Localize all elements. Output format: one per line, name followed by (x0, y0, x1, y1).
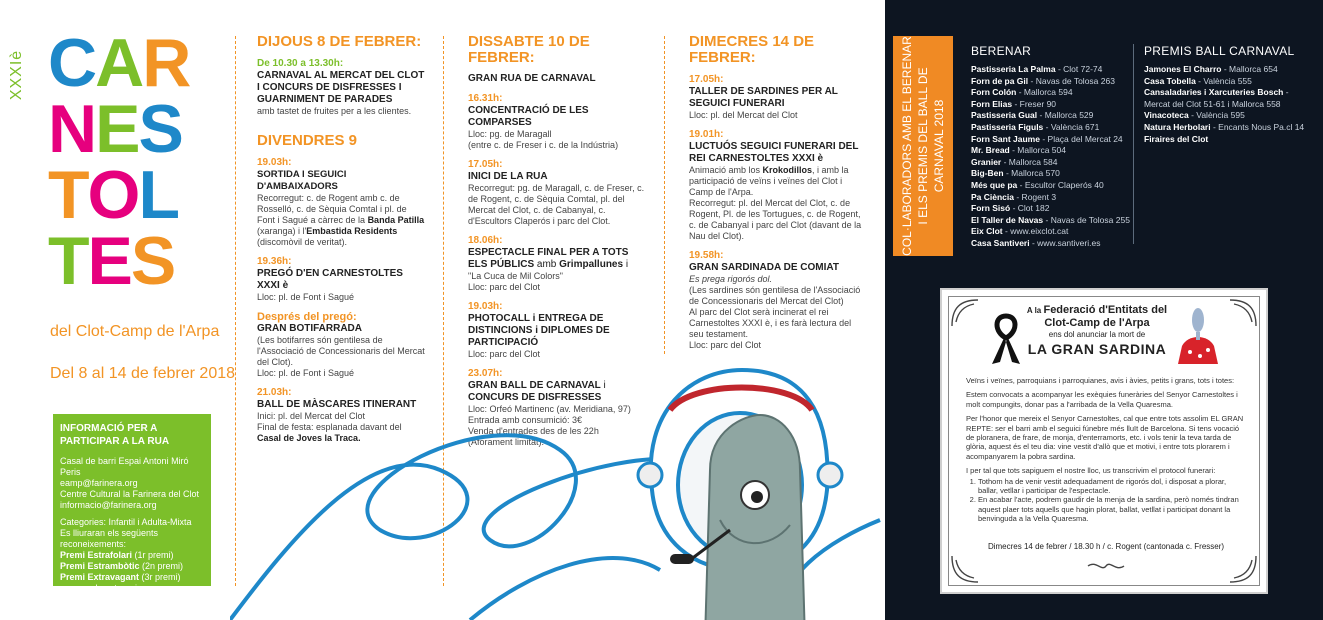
title-letter: T (48, 157, 88, 233)
sponsor-address: - Navas de Tolosa 263 (1028, 75, 1115, 86)
sponsor-address: - Freser 90 (1012, 98, 1057, 109)
event-detail: Lloc: Orfeó Martinenc (av. Meridiana, 97) (468, 404, 631, 414)
event-time: De 10.30 a 13.30h: (257, 58, 344, 69)
title-letter: T (48, 223, 88, 299)
sponsor-item (971, 215, 1131, 227)
sponsor-name: Firaires del Clot (1144, 133, 1209, 144)
berenar-sponsor-list (971, 44, 1131, 250)
info-email[interactable]: eamp@farinera.org (60, 478, 138, 488)
event-time: 19.58h: (689, 250, 724, 261)
day-heading: DISSABTE 10 DE FEBRER: (468, 33, 590, 66)
event-title: SORTIDA I SEGUICI D'AMBAIXADORS (257, 169, 347, 192)
sponsor-address: - València 671 (1043, 121, 1100, 132)
sponsor-address: - Mallorca 594 (1016, 87, 1073, 98)
event-time: 19.03h: (257, 157, 292, 168)
title-row (48, 25, 218, 101)
sponsor-item (1144, 134, 1316, 146)
day-heading: DIJOUS 8 DE FEBRER: (257, 33, 422, 50)
sponsor-item (971, 87, 1131, 99)
event-title: GRAN SARDINADA DE COMIAT (689, 262, 839, 273)
event-detail: Lloc: parc del Clot (468, 349, 541, 359)
collaborators-strip-text: COL·LABORADORS AMB EL BERENAR I ELS PREMIS DEL BALL DE CARNAVAL 2018 (900, 36, 946, 256)
dancing-sardine-icon (1178, 306, 1218, 376)
sponsor-item (971, 134, 1131, 146)
sponsor-item (971, 122, 1131, 134)
sponsor-item (1144, 122, 1316, 134)
event-detail: Lloc: parc del Clot (468, 282, 541, 292)
award-note: (Infantils i Adults/Mixtes) (60, 594, 158, 604)
event-detail: Recorregut: c. de Rogent amb c. de Rosselló, c. de Sèquia Comtal i pl. de Font i Sagué a càrrec de la Banda Patilla (xaranga) i l'Embastida Residents (discomòvil de veritat). (257, 193, 425, 247)
event-detail: Es prega rigorós dol. (689, 274, 773, 284)
notice-federation: A la Federació d'Entitats del Clot-Camp de l'Arpa (1026, 304, 1168, 329)
premis-title: PREMIS BALL CARNAVAL (1144, 44, 1295, 58)
notice-title: LA GRAN SARDINA (1027, 341, 1167, 357)
sponsor-address: - Escultor Claperós 40 (1017, 179, 1104, 190)
sponsor-name: Mr. Bread (971, 145, 1010, 156)
sponsor-address: - Mallorca 529 (1037, 110, 1094, 121)
event-title: GRAN BOTIFARRADA (257, 323, 362, 334)
event-detail: Al parc del Clot serà incinerat el rei Carnestoltes XXXI è, i es farà lectura del seu testament. (689, 307, 852, 339)
award-note: per a cada categoria (60, 583, 143, 593)
event-title: GRAN BALL DE CARNAVAL i CONCURS DE DISFRESSES (468, 380, 606, 403)
protocol-list (966, 477, 1248, 524)
sponsor-name: Forn Elias (971, 98, 1013, 109)
blue-ribbon-line (470, 558, 660, 620)
ornament-corner-icon (1228, 298, 1258, 328)
sponsor-name: Forn de pa Gil (971, 75, 1029, 86)
award-2: Premi Estrambòtic (2n premi) (60, 561, 184, 571)
sponsor-address: - Mallorca 654 (1221, 64, 1278, 74)
event-time: Després del pregó: (257, 311, 357, 323)
event-detail: Final de festa: esplanada davant del (257, 422, 402, 432)
event-title: LUCTUÓS SEGUICI FUNERARI DEL REI CARNESTOLTES XXXI è (689, 141, 859, 164)
sponsor-name: Jamones El Charro (1144, 64, 1222, 74)
title-letter: O (87, 157, 139, 233)
info-line: Casal de barri Espai Antoni Miró Peris (60, 456, 189, 477)
sponsor-address: - Plaça del Mercat 24 (1039, 133, 1123, 144)
sponsor-name: El Taller de Navas (971, 214, 1044, 225)
notice-paragraph: Per l'honor que mereix el Senyor Carnestoltes, cal que entre tots assolim EL GRAN REPTE: ser el barri amb el seguici fúnebre més lluït de Barcelona. Si tens vocació de ploranera, de frare, de monja, d'enterramorts, etc. i vols tenir la teva tarda de glòria, aquest és el teu dia: vine vestit d'allò que et motivi, i entre tots plorarem i acompanyarem la pobra sardina. (966, 414, 1244, 461)
event-detail: Lloc: pl. de Font i Sagué (257, 292, 355, 302)
sponsor-divider (1133, 44, 1134, 244)
award-1: Premi Estrafolari (1r premi) (60, 550, 174, 560)
sponsor-item (971, 238, 1131, 250)
event-time: 21.03h: (257, 387, 292, 398)
info-box-title: INFORMACIÓ PER A PARTICIPAR A LA RUA (60, 423, 170, 447)
sponsor-name: Forn Sisó (971, 203, 1011, 214)
day-heading: DIVENDRES 9 (257, 132, 358, 149)
event-time: 16.31h: (468, 93, 503, 104)
event-time: 19.01h: (689, 129, 724, 140)
sponsor-item (971, 110, 1131, 122)
column-divider (664, 36, 665, 354)
sponsor-address: - València 555 (1195, 75, 1252, 86)
event-time: 18.06h: (468, 235, 503, 246)
event-title: PREGÓ D'EN CARNESTOLTES XXXI è (257, 268, 403, 291)
event-title: GRAN RUA DE CARNAVAL (468, 73, 596, 84)
award-3: Premi Extravagant (3r premi) (60, 572, 181, 582)
info-line: Centre Cultural la Farinera del Clot (60, 489, 200, 499)
info-categories: Categories: Infantil i Adulta-Mixta (60, 517, 192, 527)
title-row (48, 223, 218, 299)
event-detail: "La Cuca de Mil Colors" (468, 271, 563, 281)
event-title: CARNAVAL AL MERCAT DEL CLOT I CONCURS DE DISFRESSES I GUARNIMENT DE PARADES (257, 70, 425, 105)
sponsor-address: - València 595 (1188, 110, 1245, 121)
collaborators-strip (893, 36, 953, 256)
event-detail: Lloc: pl. de Font i Sagué (257, 368, 355, 378)
sponsor-item (1144, 64, 1316, 76)
event-detail: Lloc: parc del Clot (689, 340, 762, 350)
sponsor-address: - Mallorca 570 (1003, 168, 1060, 179)
event-time: 17.05h: (468, 159, 503, 170)
sponsor-item (971, 64, 1131, 76)
mourning-ribbon-icon (988, 312, 1024, 366)
sponsor-name: Més que pa (971, 179, 1018, 190)
sponsor-address: - Clot 72-74 (1055, 64, 1103, 74)
event-detail: (Aforament limitat). (468, 437, 545, 447)
sponsor-item (971, 168, 1131, 180)
sponsor-address: - Mercat del Clot 51-61 i Mallorca 558 (1144, 87, 1289, 109)
sponsor-name: Casa Santiveri (971, 237, 1030, 248)
event-time: 23.07h: (468, 368, 503, 379)
event-detail: Animació amb los Krokodillos, i amb la participació de veïns i veïnes del Clot i Camp de l'Arpa. (689, 165, 849, 197)
event-time: 19.36h: (257, 256, 292, 267)
info-awards-intro: Es lliuraran els següents reconeixements: (60, 528, 159, 549)
sponsor-address: - Navas de Tolosa 255 (1043, 214, 1130, 225)
sponsor-name: Pastisseria Gual (971, 110, 1038, 121)
event-title: ESPECTACLE FINAL PER A TOTS ELS PÚBLICS amb Grimpallunes i (468, 247, 629, 270)
info-box (53, 414, 211, 604)
schedule-column-wednesday (689, 34, 864, 351)
festival-dates: Del 8 al 14 de febrer 2018 (50, 365, 236, 382)
event-detail: (Les botifarres són gentilesa de l'Associació de Concessionaris del Mercat del Clot). (257, 335, 425, 367)
sponsor-address: - Clot 182 (1010, 203, 1050, 214)
protocol-item: 1. Tothom ha de venir vestit adequadament de rigorós dol, i disposat a plorar, ballar, vetllar i participar de l'espectacle. (978, 477, 1248, 496)
sponsor-name: Pastisseria Figuls (971, 121, 1044, 132)
sponsor-name: Eix Clot (971, 226, 1003, 237)
subtitle: del Clot-Camp de l'Arpa (50, 323, 220, 340)
event-time: 19.03h: (468, 301, 503, 312)
sponsor-item (1144, 110, 1316, 122)
sponsor-address: - Mallorca 584 (1001, 156, 1058, 167)
event-title: PHOTOCALL i ENTREGA DE DISTINCIONS i DIPLOMES DE PARTICIPACIÓ (468, 313, 610, 348)
info-email[interactable]: informacio@farinera.org (60, 500, 157, 510)
event-detail: Recorregut: pl. del Mercat del Clot, c. de Rogent, Pl. de les Tortugues, c. de Rogent, c. de Cabanyal i parc del Clot (davant de la Nau del Clot). (689, 198, 862, 241)
sponsor-address: - www.santiveri.es (1029, 237, 1101, 248)
event-title: BALL DE MÀSCARES ITINERANT (257, 399, 417, 410)
title-letter: E (87, 223, 131, 299)
event-detail: Recorregut: pg. de Maragall, c. de Freser, c. de Rogent, c. de Sèquia Comtal, pl. del Mercat del Clot, c. de Cabanyal, c. d'Escultors Claperós i parc del Clot. (468, 183, 645, 226)
notice-paragraph: Estem convocats a acompanyar les exèquies funeràries del Senyor Carnestoltes i molt compungits, donar pas a l'arribada de la Vella Quaresma. (966, 390, 1238, 409)
sponsor-name: Forn Sant Jaume (971, 133, 1040, 144)
berenar-title: BERENAR (971, 44, 1032, 58)
ornament-corner-icon (950, 298, 980, 328)
sponsor-name: Vinacoteca (1144, 110, 1189, 121)
sponsor-name: Pa Ciència (971, 191, 1014, 202)
event-detail: Casal de Joves la Traca. (257, 433, 361, 443)
title-letter: S (138, 91, 182, 167)
event-title: CONCENTRACIÓ DE LES COMPARSES (468, 105, 589, 128)
day-heading: DIMECRES 14 DE FEBRER: (689, 33, 815, 66)
title-letter: A (95, 25, 143, 101)
event-detail: amb tastet de fruites per a les clientes. (257, 106, 412, 116)
title-row (48, 157, 218, 233)
sponsor-item (971, 76, 1131, 88)
sponsor-address: - Mallorca 504 (1009, 145, 1066, 156)
sponsor-name: Casa Tobella (1144, 75, 1196, 86)
title-letter: E (95, 91, 139, 167)
title-letter: S (130, 223, 175, 299)
sponsor-item (971, 180, 1131, 192)
sponsor-name: Natura Herbolari (1144, 121, 1211, 132)
sponsor-item (971, 157, 1131, 169)
sponsor-item (971, 226, 1131, 238)
notice-body (966, 376, 1248, 530)
funeral-notice-card (940, 288, 1268, 594)
notice-footer: Dimecres 14 de febrer / 18.30 h / c. Rogent (cantonada c. Fresser) (987, 542, 1225, 551)
sponsor-address: - Encants Nous Pa.cl 14 (1210, 121, 1305, 132)
ornament-corner-icon (1228, 554, 1258, 584)
title-letter: N (48, 91, 96, 167)
sponsor-item (971, 99, 1131, 111)
sponsor-name: Big-Ben (971, 168, 1004, 179)
event-detail: Lloc: pg. de Maragall (468, 129, 552, 139)
event-detail: (Les sardines són gentilesa de l'Associació de Concessionaris del Mercat del Clot) (689, 285, 861, 306)
notice-header (1022, 304, 1172, 357)
ornament-divider-icon (1086, 558, 1126, 574)
ornament-corner-icon (950, 554, 980, 584)
event-time: 17.05h: (689, 74, 724, 85)
sponsor-item (971, 145, 1131, 157)
event-detail: Venda d'entrades des de les 22h (468, 426, 599, 436)
event-title: TALLER DE SARDINES PER AL SEGUICI FUNERARI (689, 86, 838, 109)
sponsor-name: Forn Colón (971, 87, 1017, 98)
sponsor-name: Pastisseria La Palma (971, 64, 1056, 74)
title-letter: C (48, 25, 96, 101)
title-row (48, 91, 218, 167)
premis-sponsor-list (1144, 44, 1316, 145)
event-title: INICI DE LA RUA (468, 171, 548, 182)
edition-label: XXXIè (8, 49, 26, 101)
event-detail: Inici: pl. del Mercat del Clot (257, 411, 366, 421)
notice-announce: ens dol anunciar la mort de (1048, 330, 1146, 339)
sponsor-name: Granier (971, 156, 1002, 167)
event-detail: (entre c. de Freser i c. de la Indústria) (468, 140, 619, 150)
event-detail: Lloc: pl. del Mercat del Clot (689, 110, 798, 120)
sponsor-item (971, 203, 1131, 215)
sponsor-address: - www.eixclot.cat (1002, 226, 1069, 237)
event-detail: Entrada amb consumició: 3€ (468, 415, 583, 425)
sponsor-item (1144, 87, 1316, 110)
title-letter: L (138, 157, 178, 233)
main-title (48, 25, 218, 299)
protocol-item: 2. En acabar l'acte, podrem gaudir de la menja de la sardina, però només tindran aquest plaer tots aquells que hagin plorat, ballat, vetllat i participat donant la benvinguda a la Vella Quaresma. (978, 495, 1248, 523)
notice-paragraph: Veïns i veïnes, parroquians i parroquianes, avis i àvies, petits i grans, tots i totes: (966, 376, 1235, 385)
blue-ribbon-line (230, 435, 680, 620)
sponsor-item (1144, 76, 1316, 88)
sponsor-item (971, 192, 1131, 204)
sponsor-name: Cansaladaries i Xarcuteries Bosch (1144, 87, 1284, 98)
title-letter: R (142, 25, 190, 101)
sardine-astronaut-illustration (230, 340, 890, 620)
sponsor-address: - Rogent 3 (1014, 191, 1057, 202)
notice-paragraph: I per tal que tots sapiguem el nostre lloc, us transcrivim el protocol funerari: (966, 466, 1216, 476)
